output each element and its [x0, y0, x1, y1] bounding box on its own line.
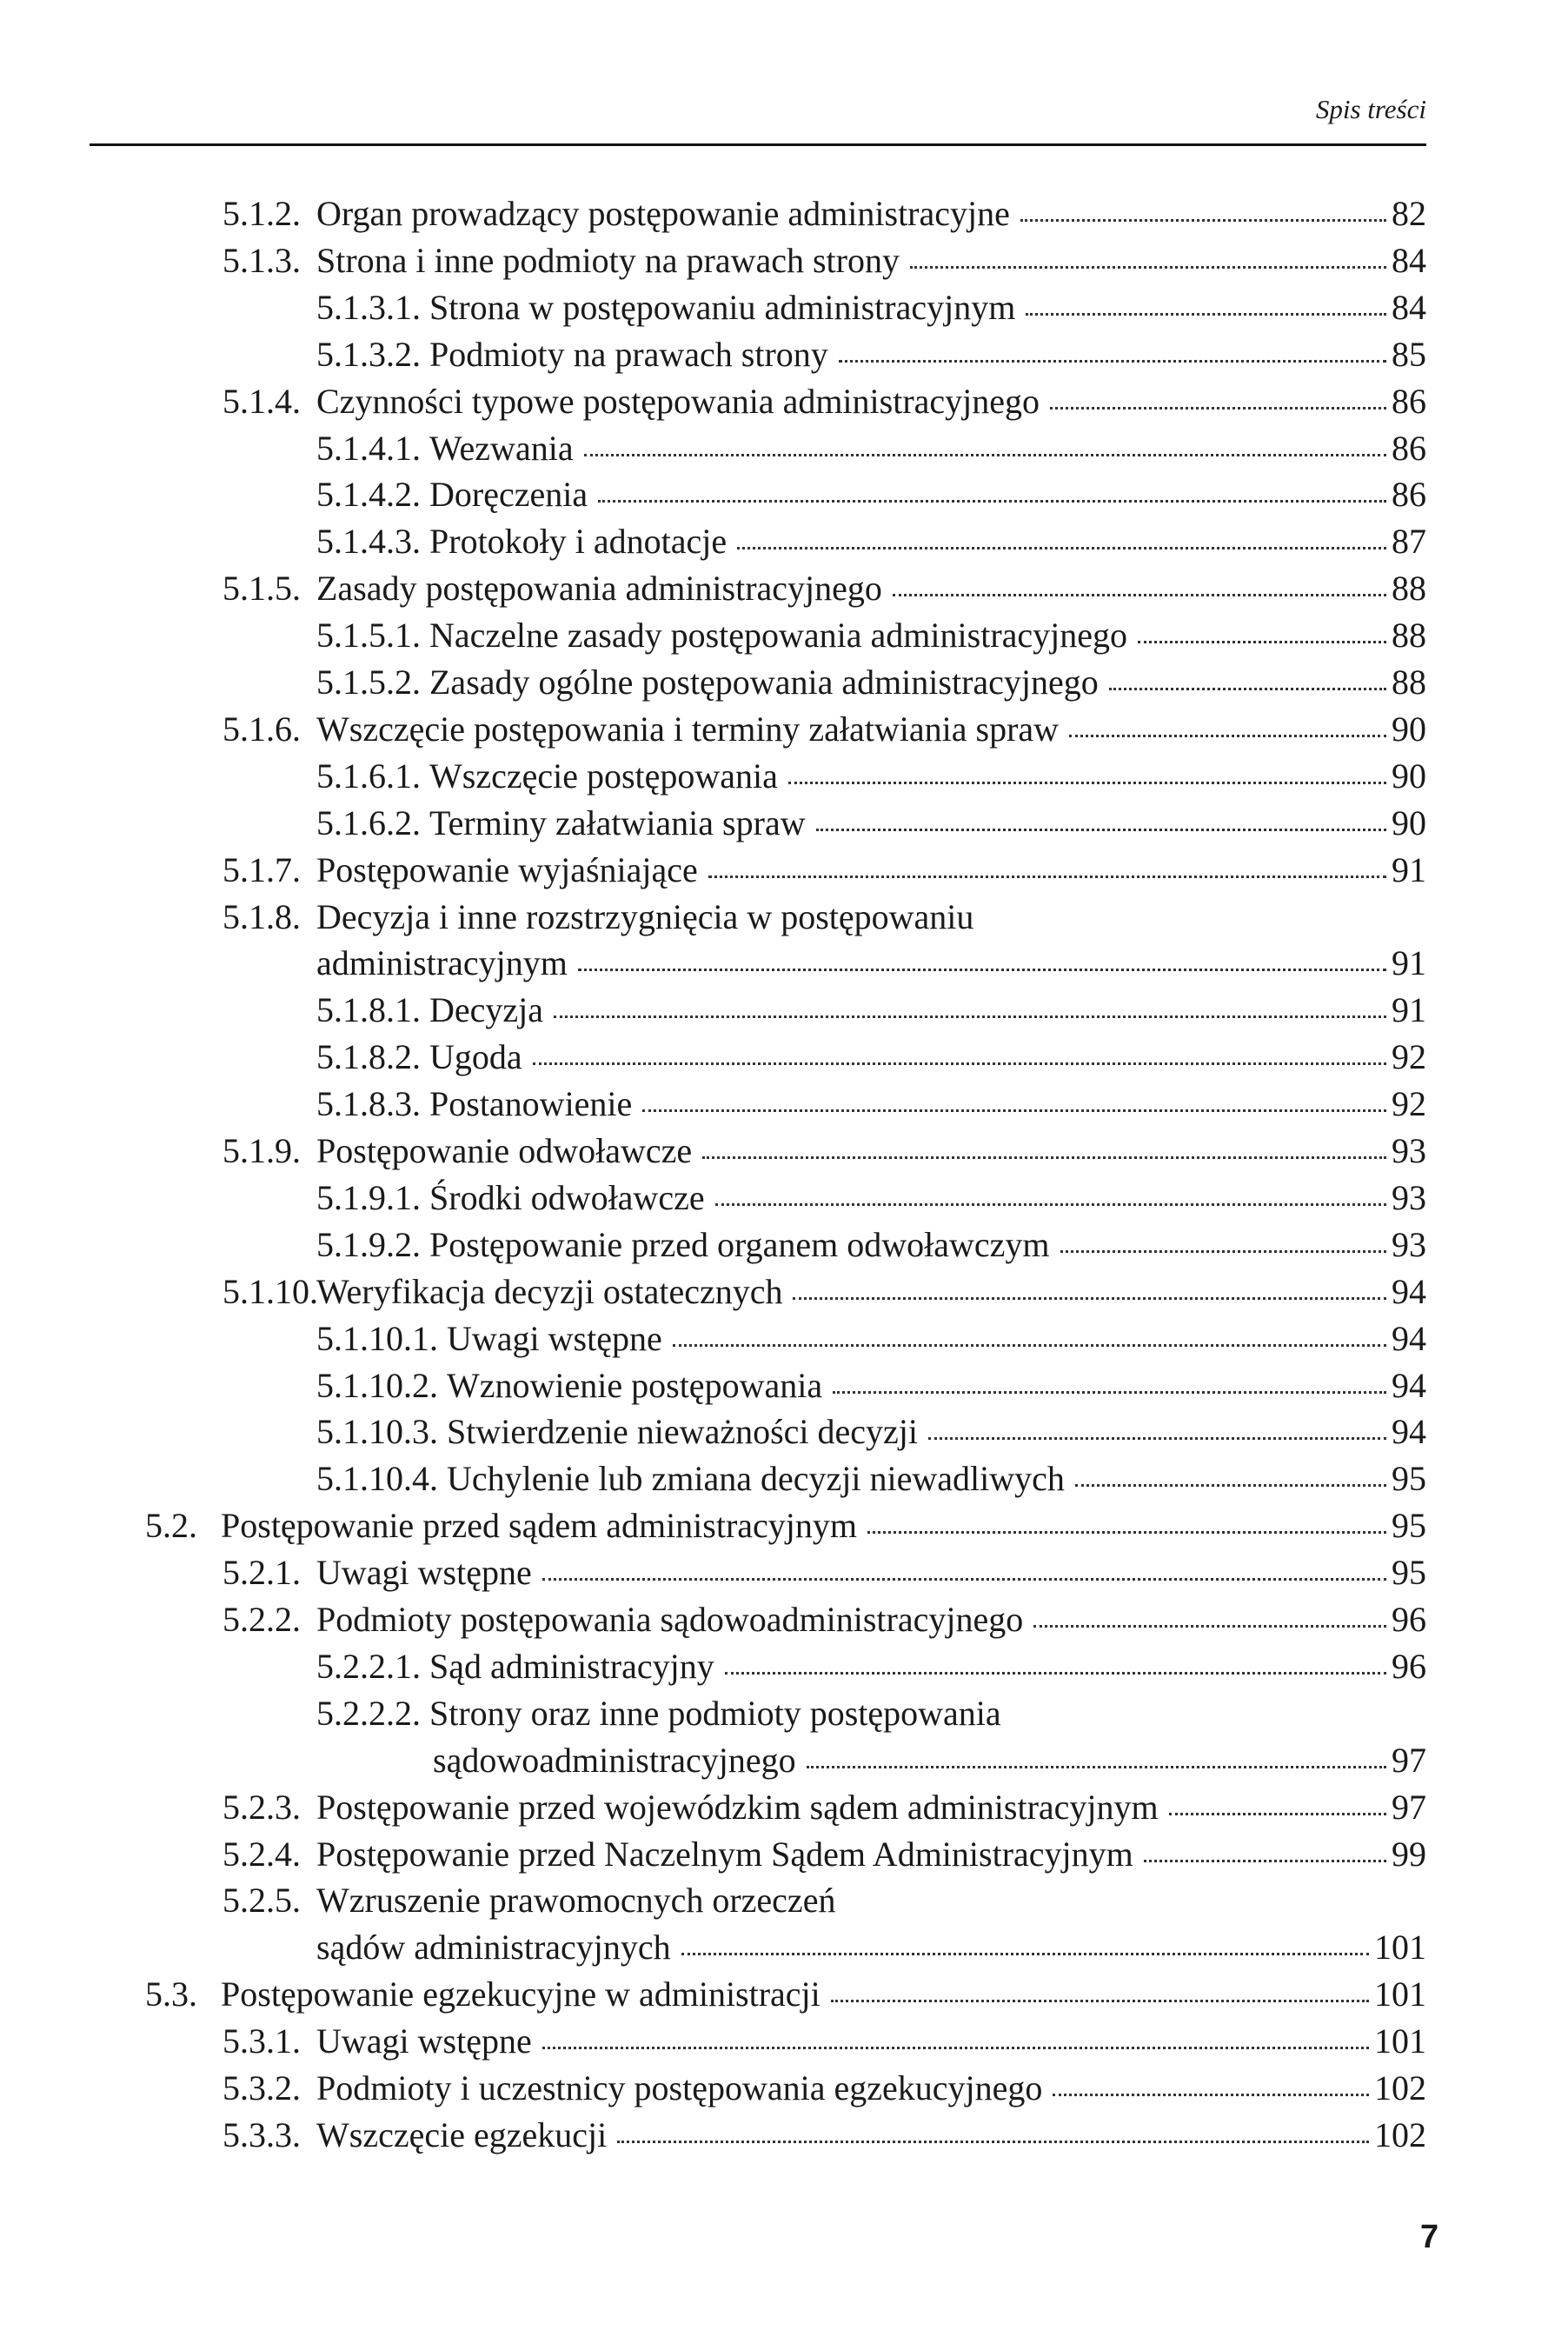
- toc-entry: [223, 709, 1426, 756]
- toc-entry: [316, 615, 1426, 662]
- toc-entry-page: 101: [1374, 1974, 1426, 2014]
- toc-entry-number: 5.1.3.2.: [316, 334, 421, 374]
- toc-entry-page: 97: [1392, 1787, 1426, 1827]
- toc-entry-title: sądów administracyjnych: [316, 1928, 671, 1968]
- toc-entry-number: 5.1.5.2.: [316, 663, 421, 702]
- dot-leader: [1109, 688, 1386, 690]
- dot-leader: [542, 1578, 1386, 1581]
- dot-leader: [708, 876, 1386, 878]
- dot-leader: [1033, 1625, 1386, 1628]
- toc-entry-title: Uwagi wstępne: [316, 2021, 532, 2061]
- dot-leader: [831, 2000, 1369, 2002]
- toc-entry-title: Decyzja: [429, 990, 544, 1030]
- toc-entry-page: 102: [1374, 2068, 1426, 2108]
- toc-entry-page: 96: [1392, 1600, 1426, 1639]
- toc-entry-number: 5.2.1.: [223, 1553, 301, 1593]
- toc-entry-page: 82: [1392, 194, 1426, 233]
- toc-entry-page: 94: [1392, 1412, 1426, 1452]
- toc-entry-page: 94: [1392, 1318, 1426, 1358]
- toc-entry-number: 5.3.2.: [223, 2068, 301, 2108]
- toc-entry: [316, 1646, 1426, 1693]
- toc-entry-page: 93: [1392, 1224, 1426, 1264]
- toc-entry-page: 102: [1374, 2114, 1426, 2154]
- toc-entry-number: 5.2.: [145, 1506, 197, 1546]
- toc-entry-number: 5.1.9.2.: [316, 1224, 421, 1264]
- toc-entry-number: 5.3.: [145, 1974, 197, 2014]
- toc-entry-number: 5.1.10.1.: [316, 1318, 438, 1358]
- toc-entry-title: Doręczenia: [429, 475, 588, 515]
- toc-entry-title: Podmioty i uczestnicy postępowania egzekucyjnego: [316, 2068, 1043, 2108]
- dot-leader: [584, 454, 1386, 456]
- toc-entry: [223, 193, 1426, 240]
- toc-entry: [223, 2021, 1426, 2068]
- toc-entry: [316, 1318, 1426, 1365]
- toc-entry-title: administracyjnym: [316, 943, 568, 983]
- toc-entry-title: Postanowienie: [429, 1084, 633, 1124]
- dot-leader: [1144, 1860, 1386, 1862]
- toc-entry-title: Uchylenie lub zmiana decyzji niewadliwych: [447, 1459, 1065, 1499]
- toc-entry-number: 5.2.2.1.: [316, 1646, 421, 1686]
- toc-entry-number: 5.1.2.: [223, 194, 301, 233]
- toc-entry-title: Organ prowadzący postępowanie administracyjne: [316, 194, 1010, 233]
- running-head-title: Spis treści: [1315, 94, 1426, 124]
- toc-entry: [223, 1271, 1426, 1318]
- dot-leader: [554, 1016, 1386, 1018]
- toc-entry-title: Uwagi wstępne: [316, 1553, 532, 1593]
- toc-entry: [223, 2068, 1426, 2114]
- toc-entry-number: 5.1.3.: [223, 240, 301, 280]
- toc-entry-number: 5.1.4.1.: [316, 428, 421, 468]
- toc-entry: [316, 756, 1426, 802]
- dot-leader: [681, 1953, 1369, 1955]
- toc-entry-number: 5.1.4.3.: [316, 522, 421, 562]
- toc-entry-title: Postępowanie przed wojewódzkim sądem administracyjnym: [316, 1787, 1159, 1827]
- toc-entry-number: 5.2.3.: [223, 1787, 301, 1827]
- toc-entry-page: 92: [1392, 1084, 1426, 1124]
- toc-entry-title: Sąd administracyjny: [429, 1646, 714, 1686]
- toc-entry-page: 95: [1392, 1553, 1426, 1593]
- toc-entry: [316, 1458, 1426, 1505]
- toc-entry-title: Postępowanie odwoławcze: [316, 1131, 693, 1170]
- toc-entry: [316, 802, 1426, 849]
- dot-leader: [928, 1437, 1386, 1440]
- dot-leader: [673, 1344, 1386, 1347]
- dot-leader: [867, 1531, 1386, 1534]
- toc-entry-title: Czynności typowe postępowania administracyjnego: [316, 381, 1040, 421]
- toc-entry-page: 101: [1374, 2021, 1426, 2061]
- dot-leader: [737, 547, 1386, 549]
- toc-entry-number: 5.3.1.: [223, 2021, 301, 2061]
- toc-entry: [316, 1927, 1426, 1974]
- toc-entry-number: 5.1.5.: [223, 569, 301, 609]
- toc-entry-title: Stwierdzenie nieważności decyzji: [447, 1412, 918, 1452]
- toc-entry-page: 97: [1392, 1740, 1426, 1780]
- dot-leader: [1050, 407, 1386, 410]
- dot-leader: [1138, 641, 1386, 643]
- dot-leader: [578, 969, 1386, 971]
- dot-leader: [702, 1156, 1386, 1159]
- dot-leader: [533, 1062, 1386, 1065]
- toc-entry-title: Zasady postępowania administracyjnego: [316, 569, 882, 609]
- toc-entry: [223, 1834, 1426, 1881]
- toc-entry-title: Postępowanie przed sądem administracyjnym: [221, 1506, 858, 1546]
- toc-entry: [316, 1224, 1426, 1271]
- toc-entry: [316, 287, 1426, 334]
- toc-entry-number: 5.1.8.: [223, 896, 301, 936]
- toc-entry: [223, 896, 1426, 943]
- toc-entry-title: Weryfikacja decyzji ostatecznych: [316, 1271, 783, 1311]
- toc-entry-title: Uwagi wstępne: [447, 1318, 662, 1358]
- toc-entry-title: Postępowanie egzekucyjne w administracji: [221, 1974, 821, 2014]
- toc-entry-title: Strony oraz inne podmioty postępowania: [429, 1693, 1001, 1733]
- toc-entry: [223, 568, 1426, 615]
- dot-leader: [715, 1203, 1386, 1206]
- dot-leader: [816, 829, 1386, 831]
- toc-entry-number: 5.1.6.1.: [316, 756, 421, 796]
- toc-entry-page: 91: [1392, 849, 1426, 889]
- dot-leader: [642, 1109, 1386, 1112]
- toc-entry: [316, 334, 1426, 381]
- toc-entry-page: 90: [1392, 709, 1426, 749]
- toc-entry-page: 84: [1392, 287, 1426, 327]
- toc-entry: [316, 521, 1426, 568]
- dot-leader: [542, 2047, 1369, 2049]
- toc-entry: [145, 1974, 1426, 2021]
- toc-entry: [223, 2114, 1426, 2161]
- toc-entry-title: Protokoły i adnotacje: [429, 522, 728, 562]
- toc-entry-page: 87: [1392, 522, 1426, 562]
- dot-leader: [1053, 2094, 1369, 2096]
- toc-entry-page: 88: [1392, 663, 1426, 702]
- toc-entry-number: 5.2.2.: [223, 1600, 301, 1639]
- toc-entry-title: Wszczęcie egzekucji: [316, 2114, 608, 2154]
- toc-entry-page: 93: [1392, 1177, 1426, 1217]
- toc-entry-page: 101: [1374, 1928, 1426, 1968]
- toc-entry-page: 91: [1392, 943, 1426, 983]
- toc-entry-page: 90: [1392, 756, 1426, 796]
- dot-leader: [1069, 735, 1386, 737]
- toc-entry-number: 5.2.5.: [223, 1881, 301, 1921]
- toc-entry: [223, 381, 1426, 428]
- toc-entry: [145, 1505, 1426, 1552]
- dot-leader: [725, 1672, 1386, 1675]
- toc-entry: [316, 1177, 1426, 1224]
- dot-leader: [793, 1297, 1386, 1300]
- dot-leader: [788, 782, 1386, 784]
- toc-entry-number: 5.3.3.: [223, 2114, 301, 2154]
- dot-leader: [807, 1766, 1386, 1768]
- toc-entry-page: 95: [1392, 1459, 1426, 1499]
- toc-entry-title: sądowoadministracyjnego: [433, 1740, 796, 1780]
- toc-entry-number: 5.1.10.4.: [316, 1459, 438, 1499]
- toc-entry-page: 94: [1392, 1271, 1426, 1311]
- toc-entry: [223, 1599, 1426, 1646]
- toc-entry-title: Środki odwoławcze: [429, 1177, 705, 1217]
- toc-entry: [316, 662, 1426, 709]
- toc-entry-page: 93: [1392, 1131, 1426, 1170]
- toc-entry-title: Postępowanie wyjaśniające: [316, 849, 698, 889]
- toc-entry-title: Decyzja i inne rozstrzygnięcia w postępowaniu: [316, 896, 974, 936]
- toc-entry-page: 84: [1392, 240, 1426, 280]
- toc-entry-number: 5.1.3.1.: [316, 287, 421, 327]
- toc-entry-title: Wzruszenie prawomocnych orzeczeń: [316, 1881, 836, 1921]
- toc-entry: [316, 428, 1426, 475]
- toc-entry-page: 99: [1392, 1834, 1426, 1874]
- toc-entry-title: Wszczęcie postępowania: [429, 756, 778, 796]
- toc-entry: [316, 1411, 1426, 1458]
- toc-entry-page: 85: [1392, 334, 1426, 374]
- toc-entry-page: 88: [1392, 569, 1426, 609]
- toc-entry-number: 5.1.10.2.: [316, 1365, 438, 1405]
- toc-entry-number: 5.1.10.3.: [316, 1412, 438, 1452]
- toc-entry: [316, 1365, 1426, 1412]
- toc-entry-number: 5.1.5.1.: [316, 616, 421, 656]
- toc-entry: [316, 1693, 1426, 1740]
- toc-entry: [223, 1787, 1426, 1834]
- toc-entry-page: 86: [1392, 428, 1426, 468]
- toc-entry: [223, 1552, 1426, 1599]
- toc-entry: [316, 942, 1426, 989]
- toc-entry-page: 88: [1392, 616, 1426, 656]
- toc-entry-page: 90: [1392, 802, 1426, 842]
- page-number: 7: [1420, 2219, 1439, 2255]
- toc-entry-number: 5.1.8.3.: [316, 1084, 421, 1124]
- dot-leader: [839, 360, 1386, 363]
- toc-entry-title: Podmioty na prawach strony: [429, 334, 828, 374]
- toc-entry: [316, 1036, 1426, 1083]
- dot-leader: [1026, 313, 1386, 316]
- dot-leader: [1075, 1484, 1386, 1487]
- toc-entry-number: 5.2.4.: [223, 1834, 301, 1874]
- toc-entry-title: Wezwania: [429, 428, 574, 468]
- toc-entry-page: 92: [1392, 1037, 1426, 1077]
- dot-leader: [1169, 1813, 1386, 1815]
- toc-entry: [316, 989, 1426, 1036]
- toc-entry-page: 86: [1392, 475, 1426, 515]
- toc-entry-number: 5.1.9.: [223, 1131, 301, 1170]
- toc-entry-page: 94: [1392, 1365, 1426, 1405]
- toc-entry-page: 91: [1392, 990, 1426, 1030]
- toc-entry-number: 5.1.4.2.: [316, 475, 421, 515]
- toc-entry-title: Wznowienie postępowania: [447, 1365, 823, 1405]
- dot-leader: [617, 2141, 1369, 2143]
- toc-entry: [223, 1880, 1426, 1927]
- toc-entry-title: Ugoda: [429, 1037, 522, 1077]
- toc-entry-title: Postępowanie przed Naczelnym Sądem Administracyjnym: [316, 1834, 1133, 1874]
- dot-leader: [910, 266, 1386, 269]
- toc-entry-page: 86: [1392, 381, 1426, 421]
- toc-entry-number: 5.1.10.: [223, 1271, 318, 1311]
- toc-entry-number: 5.1.8.2.: [316, 1037, 421, 1077]
- toc-entry: [223, 849, 1426, 896]
- toc-entry-title: Postępowanie przed organem odwoławczym: [429, 1224, 1050, 1264]
- dot-leader: [893, 594, 1386, 596]
- dot-leader: [833, 1391, 1386, 1394]
- toc-entry-title: Terminy załatwiania spraw: [429, 802, 806, 842]
- toc-entry: [433, 1740, 1426, 1787]
- toc-entry: [316, 474, 1426, 521]
- toc-entry: [223, 1130, 1426, 1177]
- toc-entry-number: 5.2.2.2.: [316, 1693, 421, 1733]
- header-rule: [90, 143, 1426, 146]
- toc-entry-number: 5.1.8.1.: [316, 990, 421, 1030]
- toc-entry-title: Strona i inne podmioty na prawach strony: [316, 240, 900, 280]
- toc-entry-title: Podmioty postępowania sądowoadministracyjnego: [316, 1600, 1024, 1639]
- toc-entry-number: 5.1.6.: [223, 709, 301, 749]
- toc-entry-title: Wszczęcie postępowania i terminy załatwiania spraw: [316, 709, 1060, 749]
- toc-entry-number: 5.1.7.: [223, 849, 301, 889]
- toc-entry-number: 5.1.4.: [223, 381, 301, 421]
- toc-entry-title: Naczelne zasady postępowania administracyjnego: [429, 616, 1128, 656]
- dot-leader: [598, 500, 1386, 503]
- toc-entry: [316, 1083, 1426, 1130]
- toc-entry: [223, 240, 1426, 287]
- toc-entry-title: Zasady ogólne postępowania administracyjnego: [429, 663, 1099, 702]
- toc-entry-page: 96: [1392, 1646, 1426, 1686]
- toc-entry-page: 95: [1392, 1506, 1426, 1546]
- toc-entry-title: Strona w postępowaniu administracyjnym: [429, 287, 1016, 327]
- dot-leader: [1020, 219, 1386, 222]
- toc-entry-number: 5.1.6.2.: [316, 802, 421, 842]
- dot-leader: [1060, 1250, 1387, 1253]
- toc-entry-number: 5.1.9.1.: [316, 1177, 421, 1217]
